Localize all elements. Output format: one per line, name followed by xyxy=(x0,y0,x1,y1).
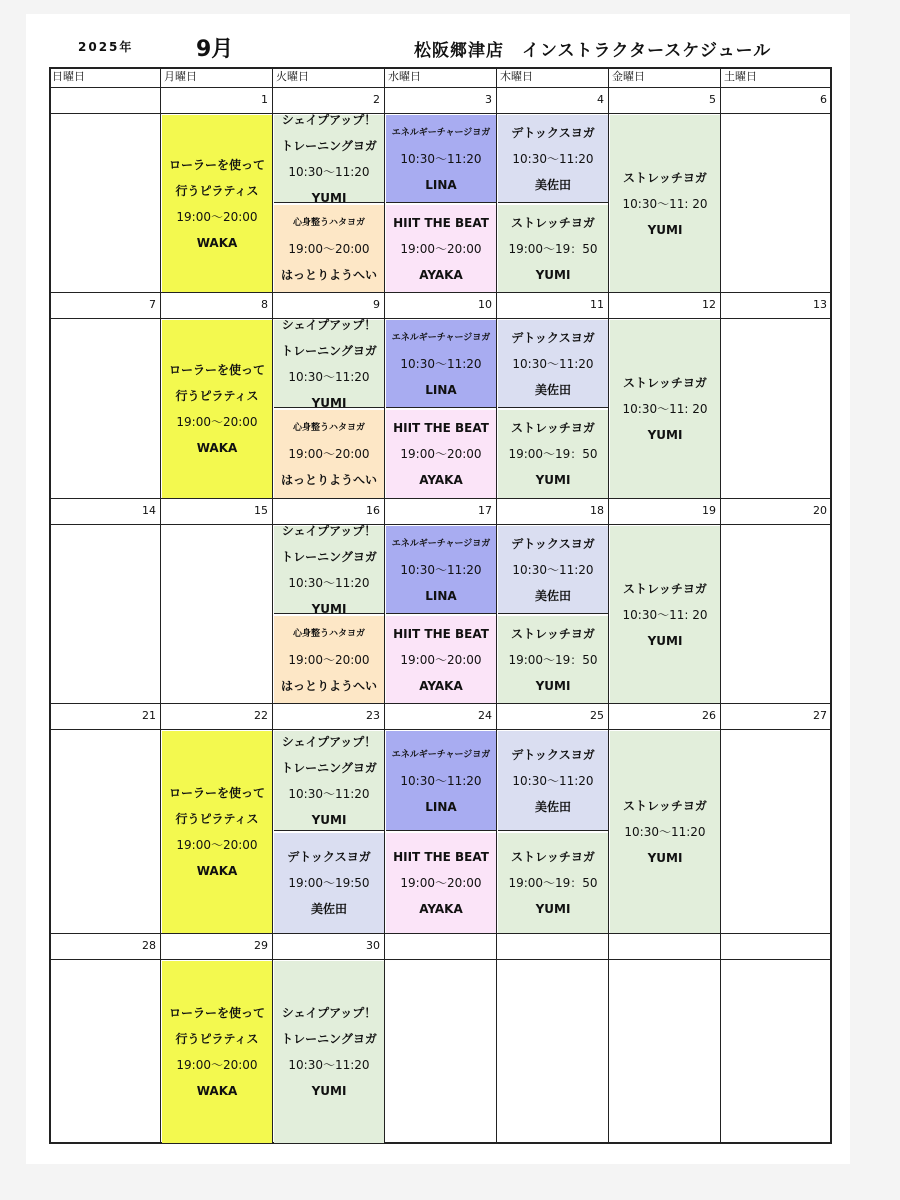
class-name: 心身整うハタヨガ xyxy=(292,628,365,639)
class-name: ローラーを使って xyxy=(168,157,265,172)
class-name: デトックスヨガ xyxy=(511,536,595,551)
class-block xyxy=(610,526,720,703)
class-name: デトックスヨガ xyxy=(511,747,595,762)
class-block xyxy=(386,526,496,614)
class-name: ストレッチヨガ xyxy=(511,626,595,641)
class-block xyxy=(498,731,608,831)
class-block xyxy=(498,115,608,203)
day-cell xyxy=(721,319,832,499)
class-block xyxy=(610,731,720,933)
class-block xyxy=(498,410,608,498)
class-name: 心身整うハタヨガ xyxy=(292,217,365,228)
class-time: 10:30～11:20 xyxy=(288,575,370,590)
instructor-name: はっとりようへい xyxy=(280,267,377,282)
class-block xyxy=(274,961,384,1143)
date-number xyxy=(49,88,161,114)
class-time: 10:30～11: 20 xyxy=(622,607,708,622)
class-time: 10:30～11:20 xyxy=(400,773,482,788)
class-time: 19:00～19：50 xyxy=(508,447,598,461)
class-time: 19:00～20:00 xyxy=(400,652,482,667)
instructor-name: YUMI xyxy=(535,267,571,282)
date-number: 16 xyxy=(273,499,385,525)
class-time: 19:00～20:00 xyxy=(176,209,258,224)
class-name: ストレッチヨガ xyxy=(623,376,707,390)
class-block xyxy=(498,833,608,933)
class-name: HIIT THE BEAT xyxy=(393,626,489,641)
class-name: 行うピラティス xyxy=(175,183,259,198)
date-number: 15 xyxy=(161,499,273,525)
date-number: 21 xyxy=(49,704,161,730)
class-block xyxy=(386,833,496,933)
class-name: ストレッチヨガ xyxy=(623,581,707,596)
class-name: トレーニングヨガ xyxy=(281,138,377,153)
instructor-name: LINA xyxy=(425,799,457,814)
instructor-name: WAKA xyxy=(196,864,238,878)
date-number: 1 xyxy=(161,88,273,114)
weekday-header: 木曜日 xyxy=(497,67,609,88)
class-block xyxy=(274,112,384,205)
instructor-name: YUMI xyxy=(647,222,683,237)
class-time: 19:00～20:00 xyxy=(176,1058,258,1072)
instructor-name: YUMI xyxy=(311,1084,347,1098)
class-name: ストレッチヨガ xyxy=(511,421,595,435)
class-time: 10:30～11:20 xyxy=(624,825,706,839)
class-block xyxy=(498,616,608,703)
class-time: 19:00～19：50 xyxy=(508,241,598,256)
instructor-name: はっとりようへい xyxy=(280,678,377,693)
date-number: 5 xyxy=(609,88,721,114)
class-name: ストレッチヨガ xyxy=(623,170,707,185)
class-block xyxy=(386,205,496,292)
date-number: 2 xyxy=(273,88,385,114)
instructor-name: AYAKA xyxy=(419,267,463,282)
instructor-name: AYAKA xyxy=(419,902,463,916)
class-name: エネルギーチャージヨガ xyxy=(391,538,491,549)
date-number: 14 xyxy=(49,499,161,525)
class-time: 19:00～19：50 xyxy=(508,876,598,890)
day-cell xyxy=(49,319,161,499)
class-name: デトックスヨガ xyxy=(287,850,371,864)
date-number: 19 xyxy=(609,499,721,525)
day-cell xyxy=(49,114,161,293)
date-number: 30 xyxy=(273,934,385,960)
day-cell xyxy=(49,960,161,1144)
class-time: 19:00～20:00 xyxy=(400,447,482,461)
date-number: 3 xyxy=(385,88,497,114)
class-name: ローラーを使って xyxy=(168,786,265,800)
class-time: 19:00～20:00 xyxy=(288,447,370,461)
class-time: 10:30～11: 20 xyxy=(622,402,708,416)
class-time: 19:00～20:00 xyxy=(176,415,258,429)
instructor-name: YUMI xyxy=(311,812,347,827)
date-number: 26 xyxy=(609,704,721,730)
instructor-name: YUMI xyxy=(647,428,683,442)
class-name: トレーニングヨガ xyxy=(281,760,377,775)
class-time: 19:00～19：50 xyxy=(508,652,598,667)
class-time: 10:30～11:20 xyxy=(512,356,594,371)
class-name: 心身整うハタヨガ xyxy=(292,423,365,433)
date-number: 7 xyxy=(49,293,161,319)
class-name: トレーニングヨガ xyxy=(281,1032,377,1046)
day-cell xyxy=(721,525,832,704)
class-block xyxy=(274,317,384,410)
class-name: 行うピラティス xyxy=(175,812,259,826)
instructor-name: 美佐田 xyxy=(310,902,347,916)
class-time: 10:30～11:20 xyxy=(512,562,594,577)
instructor-name: YUMI xyxy=(535,473,571,487)
class-name: ストレッチヨガ xyxy=(511,215,595,230)
instructor-name: YUMI xyxy=(535,678,571,693)
day-cell xyxy=(161,525,273,704)
class-name: シェイプアップ！ xyxy=(281,523,377,538)
instructor-name: LINA xyxy=(425,588,457,603)
day-cell xyxy=(497,960,609,1144)
class-block xyxy=(498,526,608,614)
weekday-header: 火曜日 xyxy=(273,67,385,88)
class-block xyxy=(386,616,496,703)
class-block xyxy=(386,731,496,831)
class-time: 10:30～11:20 xyxy=(400,356,482,371)
date-number: 25 xyxy=(497,704,609,730)
class-time: 19:00～20:00 xyxy=(288,652,370,667)
instructor-name: YUMI xyxy=(535,902,571,916)
date-number: 12 xyxy=(609,293,721,319)
date-number: 22 xyxy=(161,704,273,730)
instructor-name: YUMI xyxy=(647,633,683,648)
instructor-name: YUMI xyxy=(311,601,347,616)
class-name: ストレッチヨガ xyxy=(623,799,707,813)
class-time: 10:30～11:20 xyxy=(400,562,482,577)
instructor-name: 美佐田 xyxy=(534,799,571,814)
class-time: 10:30～11: 20 xyxy=(622,196,708,211)
instructor-name: WAKA xyxy=(196,441,238,455)
class-name: トレーニングヨガ xyxy=(281,549,377,564)
day-cell xyxy=(721,114,832,293)
weekday-header: 金曜日 xyxy=(609,67,721,88)
day-cell xyxy=(49,730,161,934)
class-time: 10:30～11:20 xyxy=(288,1058,370,1072)
date-number: 4 xyxy=(497,88,609,114)
class-time: 10:30～11:20 xyxy=(512,151,594,166)
class-name: ローラーを使って xyxy=(168,363,265,377)
instructor-name: YUMI xyxy=(311,395,347,410)
date-number: 11 xyxy=(497,293,609,319)
instructor-name: 美佐田 xyxy=(534,177,571,192)
class-name: HIIT THE BEAT xyxy=(393,850,489,864)
class-block xyxy=(386,115,496,203)
schedule-title: 松阪郷津店 インストラクタースケジュール xyxy=(414,41,772,61)
class-block xyxy=(274,731,384,831)
weekday-header: 日曜日 xyxy=(49,67,161,88)
class-time: 19:00～20:00 xyxy=(400,241,482,256)
weekday-header: 土曜日 xyxy=(721,67,832,88)
date-number: 13 xyxy=(721,293,832,319)
date-number xyxy=(721,934,832,960)
class-block xyxy=(274,833,384,933)
date-number: 27 xyxy=(721,704,832,730)
instructor-name: LINA xyxy=(425,382,457,397)
class-name: HIIT THE BEAT xyxy=(393,421,489,435)
class-block xyxy=(610,320,720,498)
instructor-name: WAKA xyxy=(196,1084,238,1098)
day-cell xyxy=(721,730,832,934)
class-block xyxy=(274,410,384,498)
class-name: シェイプアップ！ xyxy=(281,734,377,749)
day-cell xyxy=(49,525,161,704)
date-number: 24 xyxy=(385,704,497,730)
class-name: トレーニングヨガ xyxy=(281,343,377,358)
date-number: 9 xyxy=(273,293,385,319)
date-number xyxy=(497,934,609,960)
instructor-name: 美佐田 xyxy=(534,382,571,397)
instructor-name: 美佐田 xyxy=(534,588,571,603)
date-number: 29 xyxy=(161,934,273,960)
class-block xyxy=(162,320,272,498)
date-number: 6 xyxy=(721,88,832,114)
day-cell xyxy=(609,960,721,1144)
date-number: 8 xyxy=(161,293,273,319)
date-number: 28 xyxy=(49,934,161,960)
class-name: デトックスヨガ xyxy=(511,330,595,345)
class-time: 19:00～20:00 xyxy=(176,838,258,852)
date-number: 23 xyxy=(273,704,385,730)
class-name: エネルギーチャージヨガ xyxy=(391,749,491,760)
date-number: 17 xyxy=(385,499,497,525)
class-time: 10:30～11:20 xyxy=(288,369,370,384)
date-number xyxy=(609,934,721,960)
instructor-name: YUMI xyxy=(647,851,683,865)
class-block xyxy=(162,731,272,933)
class-name: シェイプアップ！ xyxy=(281,317,377,332)
class-block xyxy=(274,205,384,292)
weekday-header: 水曜日 xyxy=(385,67,497,88)
date-number xyxy=(385,934,497,960)
class-block xyxy=(498,320,608,408)
class-name: 行うピラティス xyxy=(175,1032,259,1046)
instructor-name: AYAKA xyxy=(419,678,463,693)
class-time: 10:30～11:20 xyxy=(512,773,594,788)
class-block xyxy=(274,523,384,616)
class-name: 行うピラティス xyxy=(175,389,259,403)
instructor-name: WAKA xyxy=(196,235,238,250)
instructor-name: LINA xyxy=(425,177,457,192)
class-time: 10:30～11:20 xyxy=(288,786,370,801)
class-name: ストレッチヨガ xyxy=(511,850,595,864)
instructor-name: はっとりようへい xyxy=(280,473,377,487)
day-cell xyxy=(385,960,497,1144)
class-block xyxy=(162,961,272,1143)
class-time: 10:30～11:20 xyxy=(288,164,370,179)
weekday-header: 月曜日 xyxy=(161,67,273,88)
class-block xyxy=(386,410,496,498)
date-number: 20 xyxy=(721,499,832,525)
year-label: 2025年 xyxy=(78,40,134,54)
class-time: 19:00～20:00 xyxy=(288,241,370,256)
date-number: 10 xyxy=(385,293,497,319)
class-name: デトックスヨガ xyxy=(511,125,595,140)
class-time: 10:30～11:20 xyxy=(400,151,482,166)
class-name: シェイプアップ！ xyxy=(281,1006,377,1020)
date-number: 18 xyxy=(497,499,609,525)
class-block xyxy=(274,616,384,703)
class-block xyxy=(162,115,272,292)
instructor-name: YUMI xyxy=(311,190,347,205)
class-block xyxy=(498,205,608,292)
class-name: エネルギーチャージヨガ xyxy=(391,127,491,138)
day-cell xyxy=(721,960,832,1144)
class-name: ローラーを使って xyxy=(168,1006,265,1020)
month-label: 9月 xyxy=(196,37,234,62)
class-time: 19:00～20:00 xyxy=(400,876,482,890)
class-block xyxy=(610,115,720,292)
class-time: 19:00～19:50 xyxy=(288,876,370,890)
class-name: エネルギーチャージヨガ xyxy=(391,332,491,343)
class-block xyxy=(386,320,496,408)
class-name: HIIT THE BEAT xyxy=(393,215,489,230)
class-name: シェイプアップ！ xyxy=(281,112,377,127)
instructor-name: AYAKA xyxy=(419,473,463,487)
